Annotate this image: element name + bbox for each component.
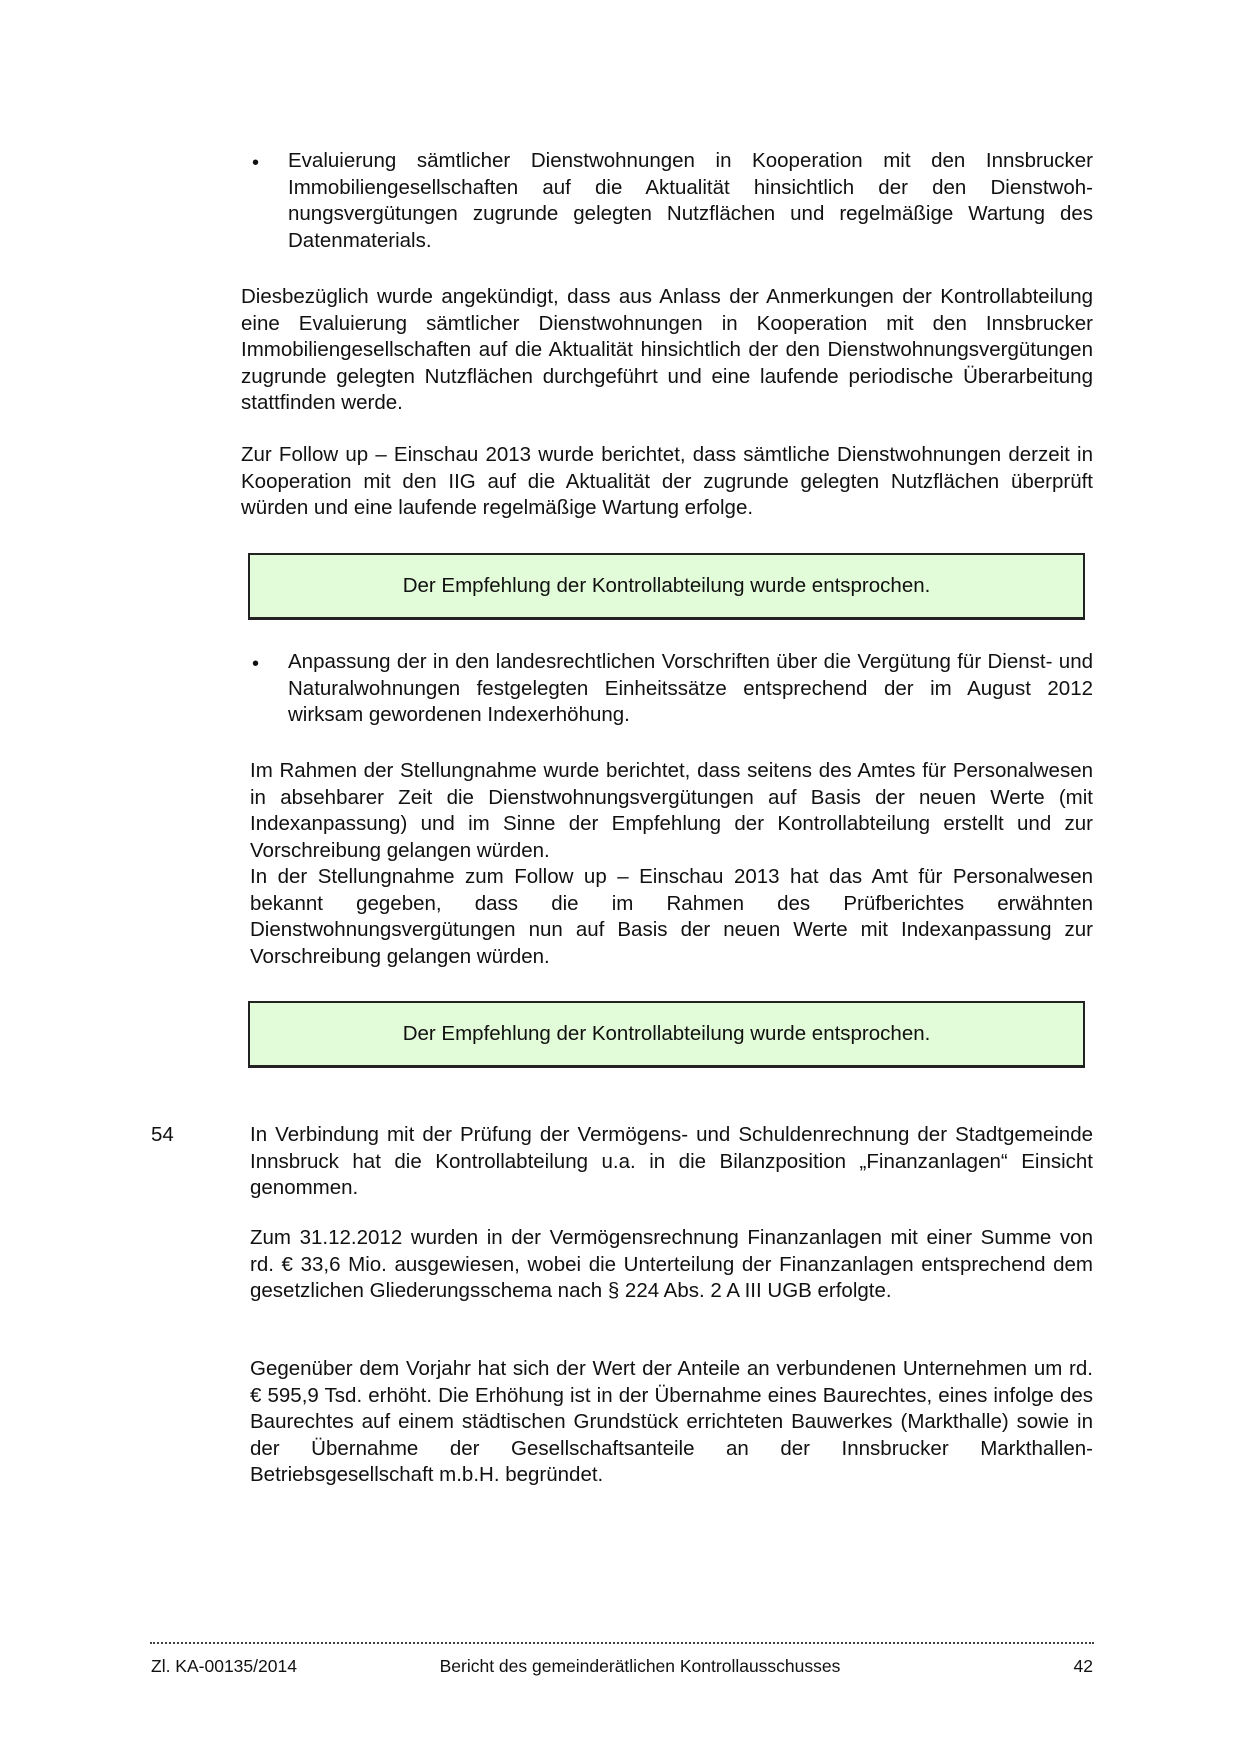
recommendation-bullet-2: Anpassung der in den landesrechtlichen Vorschriften über die Vergütung für Dienst- und Naturalwohnungen festgelegten Einheitssätze entsprechend der im August 2012 wirksam gewordenen Indexerhöhung. [288,650,1093,726]
page-number: 42 [1073,1656,1093,1676]
paragraph-follow-up-1: Zur Follow up – Einschau 2013 wurde berichtet, dass sämtliche Dienstwohnungen derzeit in Kooperation mit den IIG auf die Aktualität der zugrunde gelegten Nutzflächen überprüft würden und eine laufende regelmäßige Wartung erfolge. [241,443,1093,519]
bullet-marker: • [252,653,260,675]
recommendation-bullet-1: Evaluierung sämtlicher Dienstwohnungen in Kooperation mit den Innsbrucker Immobiliengesellschaften auf die Aktualität hinsichtlich der den Dienstwohnungsvergütungen zugrunde gelegten Nutzflächen und regelmäßige Wartung des Datenmaterials. [288,149,1093,252]
bullet-marker: • [252,152,260,174]
paragraph-announcement: Diesbezüglich wurde angekündigt, dass aus Anlass der Anmerkungen der Kontrollabteilung eine Evaluierung sämtlicher Dienstwohnungen in Kooperation mit den Innsbrucker Immobiliengesellschaften auf die Aktualität hinsichtlich der den Dienstwohnungsvergütungen zugrunde gelegten Nutzflächen durchgeführt und eine laufende periodische Überarbeitung stattfinden werde. [241,285,1093,414]
section-number: 54 [151,1123,174,1146]
paragraph-financial-assets: Zum 31.12.2012 wurden in der Vermögensrechnung Finanzanlagen mit einer Summe von rd. € 33,6 Mio. ausgewiesen, wobei die Unterteilung der Finanzanlagen entsprechend dem gesetzlichen Gliederungsschema nach § 224 Abs. 2 A III UGB erfolgte. [250,1226,1093,1302]
result-box-text: Der Empfehlung der Kontrollabteilung wurde entsprochen. [402,573,931,597]
result-box-2 [248,1001,1085,1068]
result-box-1 [248,553,1085,620]
paragraph-increase: Gegenüber dem Vorjahr hat sich der Wert der Anteile an verbundenen Unternehmen um rd. € 595,9 Tsd. erhöht. Die Erhöhung ist in der Übernahme eines Baurechtes, eines infolge des Baurechtes auf einem städtischen Grundstück errichteten Bauwerkes (Markthalle) sowie in der Übernahme der Gesellschaftsanteile an der Innsbrucker Markthallen-Betriebsgesellschaft m.b.H. begründet. [250,1357,1093,1486]
footer-title: Bericht des gemeinderätlichen Kontrollausschusses [439,1656,841,1676]
footer-reference: Zl. KA-00135/2014 [151,1656,297,1676]
paragraph-follow-up-2: In der Stellungnahme zum Follow up – Einschau 2013 hat das Amt für Personalwesen bekannt gegeben, dass die im Rahmen des Prüfberichtes erwähnten Dienstwohnungsvergütungen nun auf Basis der neuen Werte mit Indexanpassung zur Vorschreibung gelangen würden. [250,865,1093,968]
paragraph-audit-intro: In Verbindung mit der Prüfung der Vermögens- und Schuldenrechnung der Stadtgemeinde Innsbruck hat die Kontrollabteilung u.a. in die Bilanzposition „Finanzanlagen“ Einsicht genommen. [250,1123,1093,1199]
result-box-text: Der Empfehlung der Kontrollabteilung wurde entsprochen. [402,1021,931,1045]
paragraph-statement: Im Rahmen der Stellungnahme wurde berichtet, dass seitens des Amtes für Personalwesen in absehbarer Zeit die Dienstwohnungsvergütungen auf Basis der neuen Werte (mit Indexanpassung) und im Sinne der Empfehlung der Kontrollabteilung erstellt und zur Vorschreibung gelangen würden. [250,759,1093,862]
footer-divider [150,1642,1094,1644]
